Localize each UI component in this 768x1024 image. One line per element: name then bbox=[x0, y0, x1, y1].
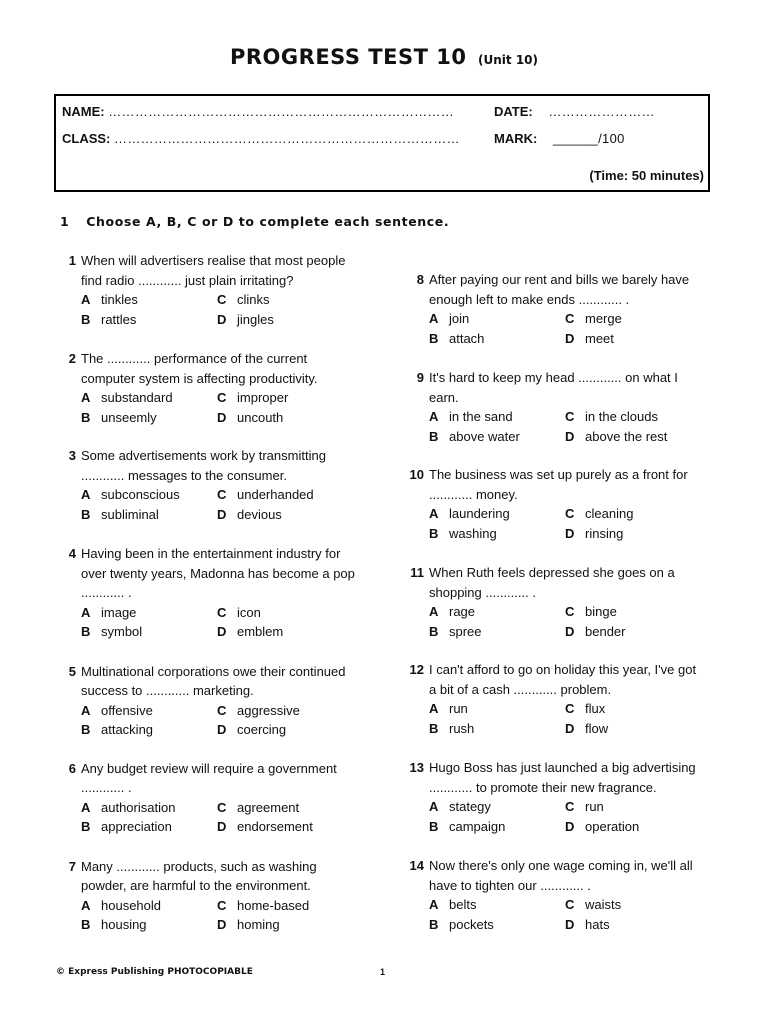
answer-options bbox=[429, 309, 704, 348]
answer-options bbox=[81, 896, 356, 935]
option-letter: A bbox=[429, 701, 439, 716]
page-title bbox=[0, 45, 768, 69]
option-letter: C bbox=[565, 799, 575, 814]
option-letter: D bbox=[565, 428, 575, 444]
question-text: Hugo Boss has just launched a big advertising ............ to promote their new fragrance. bbox=[429, 760, 696, 795]
option-d[interactable] bbox=[565, 524, 715, 544]
option-b[interactable] bbox=[81, 817, 217, 837]
question-number: 9 bbox=[416, 370, 424, 385]
section-instruction bbox=[60, 214, 449, 229]
answer-options bbox=[429, 602, 704, 641]
page-number: 1 bbox=[380, 967, 386, 977]
question-4 bbox=[56, 544, 356, 642]
option-text: bender bbox=[585, 623, 626, 639]
option-letter: B bbox=[429, 720, 439, 736]
question-10 bbox=[404, 465, 704, 543]
answer-options bbox=[81, 485, 356, 524]
option-text: offensive bbox=[101, 702, 153, 718]
option-text: hats bbox=[585, 916, 610, 932]
option-text: aggressive bbox=[237, 702, 300, 718]
option-c[interactable] bbox=[217, 603, 367, 623]
option-text: rush bbox=[449, 720, 475, 736]
option-text: household bbox=[101, 897, 161, 913]
option-letter: A bbox=[429, 897, 439, 912]
question-13 bbox=[404, 758, 704, 836]
option-letter: D bbox=[217, 624, 227, 639]
option-text: housing bbox=[101, 917, 147, 932]
option-b[interactable] bbox=[429, 622, 565, 642]
answer-options bbox=[81, 388, 356, 427]
answer-options bbox=[81, 798, 356, 837]
option-text: above water bbox=[449, 428, 520, 444]
option-c[interactable] bbox=[565, 797, 715, 817]
option-letter: C bbox=[217, 487, 227, 502]
option-c[interactable] bbox=[565, 602, 715, 622]
question-number: 3 bbox=[68, 448, 76, 463]
option-text: spree bbox=[449, 623, 482, 639]
question-text: I can't afford to go on holiday this year, I've got a bit of a cash ............ problem. bbox=[429, 662, 697, 697]
option-text: uncouth bbox=[237, 409, 284, 425]
question-3 bbox=[56, 446, 356, 524]
option-letter: B bbox=[429, 916, 439, 932]
option-text: waists bbox=[585, 897, 622, 912]
option-letter: A bbox=[429, 799, 439, 814]
question-6 bbox=[56, 759, 356, 837]
option-letter: C bbox=[565, 897, 575, 912]
option-letter: C bbox=[217, 390, 227, 405]
question-5 bbox=[56, 662, 356, 740]
option-letter: D bbox=[565, 720, 575, 736]
class-field[interactable]: …………………………………………………………………… bbox=[114, 131, 460, 146]
option-b[interactable] bbox=[429, 719, 565, 739]
option-text: attacking bbox=[101, 722, 154, 737]
option-a[interactable] bbox=[429, 602, 565, 622]
answer-options bbox=[429, 407, 704, 446]
question-text: Any budget review will require a government ............ . bbox=[81, 760, 337, 795]
option-text: run bbox=[585, 799, 604, 814]
mark-field[interactable]: ______/100 bbox=[552, 131, 625, 146]
question-text: It's hard to keep my head ............ on what I earn. bbox=[429, 370, 678, 405]
question-7 bbox=[56, 857, 356, 935]
option-letter: D bbox=[217, 506, 227, 522]
option-b[interactable] bbox=[81, 915, 217, 935]
answer-options bbox=[81, 290, 356, 329]
option-text: tinkles bbox=[101, 292, 138, 307]
option-b[interactable] bbox=[81, 310, 217, 330]
option-letter: B bbox=[81, 506, 91, 522]
option-b[interactable] bbox=[429, 915, 565, 935]
class-label: CLASS: bbox=[62, 131, 111, 146]
option-a[interactable] bbox=[81, 485, 217, 505]
option-text: coercing bbox=[237, 722, 287, 737]
option-c[interactable] bbox=[217, 896, 367, 916]
question-number: 2 bbox=[68, 351, 76, 366]
option-text: campaign bbox=[449, 818, 506, 834]
option-c[interactable] bbox=[217, 798, 367, 818]
option-b[interactable] bbox=[81, 408, 217, 428]
option-letter: C bbox=[217, 702, 227, 718]
option-letter: D bbox=[217, 722, 227, 737]
option-text: icon bbox=[237, 604, 261, 620]
question-text: The ............ performance of the current computer system is affecting productivity. bbox=[81, 351, 318, 386]
option-letter: A bbox=[429, 604, 439, 619]
answer-options bbox=[429, 797, 704, 836]
option-letter: C bbox=[217, 604, 227, 620]
option-b[interactable] bbox=[429, 817, 565, 837]
option-letter: D bbox=[217, 819, 227, 834]
option-text: unseemly bbox=[101, 409, 157, 425]
question-number: 7 bbox=[68, 858, 76, 874]
option-text: improper bbox=[237, 390, 289, 405]
option-text: substandard bbox=[101, 390, 173, 405]
question-text: Now there's only one wage coming in, we'll all have to tighten our ............ . bbox=[429, 858, 693, 893]
option-letter: A bbox=[81, 390, 91, 405]
class-row bbox=[62, 131, 460, 146]
option-text: laundering bbox=[449, 506, 510, 521]
question-2 bbox=[56, 349, 356, 427]
option-text: appreciation bbox=[101, 819, 172, 834]
name-label: NAME: bbox=[62, 104, 105, 119]
question-number: 1 bbox=[68, 253, 76, 268]
option-letter: B bbox=[429, 623, 439, 639]
question-number: 11 bbox=[410, 565, 424, 580]
option-letter: A bbox=[81, 292, 91, 307]
option-b[interactable] bbox=[81, 720, 217, 740]
option-letter: A bbox=[81, 799, 91, 815]
option-text: homing bbox=[237, 917, 280, 932]
option-text: meet bbox=[585, 330, 614, 346]
option-a[interactable] bbox=[81, 701, 217, 721]
option-text: underhanded bbox=[237, 487, 314, 502]
footer-copyright: © Express Publishing PHOTOCOPIABLE bbox=[56, 967, 253, 977]
question-number: 13 bbox=[409, 760, 424, 775]
option-letter: B bbox=[81, 624, 91, 639]
option-text: jingles bbox=[237, 311, 274, 327]
option-a[interactable] bbox=[429, 407, 565, 427]
option-text: flux bbox=[585, 701, 606, 716]
option-c[interactable] bbox=[565, 699, 715, 719]
option-letter: D bbox=[565, 330, 575, 346]
option-text: attach bbox=[449, 330, 485, 346]
question-12 bbox=[404, 660, 704, 738]
option-letter: D bbox=[565, 525, 575, 541]
option-letter: B bbox=[429, 525, 439, 541]
option-letter: A bbox=[81, 604, 91, 620]
option-letter: C bbox=[565, 409, 575, 424]
question-11 bbox=[404, 563, 704, 641]
option-a[interactable] bbox=[429, 895, 565, 915]
date-row bbox=[494, 104, 655, 119]
option-text: agreement bbox=[237, 799, 300, 815]
option-letter: C bbox=[565, 604, 575, 619]
option-text: emblem bbox=[237, 624, 284, 639]
option-c[interactable] bbox=[217, 485, 367, 505]
mark-row bbox=[494, 131, 625, 146]
option-b[interactable] bbox=[81, 622, 217, 642]
question-8 bbox=[404, 270, 704, 348]
unit-label: (Unit 10) bbox=[478, 53, 538, 67]
option-letter: C bbox=[565, 506, 575, 521]
option-letter: D bbox=[217, 409, 227, 425]
option-a[interactable] bbox=[81, 603, 217, 623]
option-text: belts bbox=[449, 897, 477, 912]
question-number: 5 bbox=[68, 663, 76, 679]
answer-options bbox=[429, 699, 704, 738]
time-note: (Time: 50 minutes) bbox=[589, 168, 704, 183]
option-letter: B bbox=[81, 722, 91, 737]
option-a[interactable] bbox=[429, 309, 565, 329]
option-d[interactable] bbox=[565, 817, 715, 837]
option-letter: D bbox=[565, 916, 575, 932]
question-14 bbox=[404, 856, 704, 934]
option-letter: A bbox=[81, 897, 91, 913]
option-text: rage bbox=[449, 604, 476, 619]
answer-options bbox=[429, 504, 704, 543]
question-text: When Ruth feels depressed she goes on a shopping ............ . bbox=[429, 565, 675, 600]
option-d[interactable] bbox=[217, 720, 367, 740]
option-letter: B bbox=[81, 311, 91, 327]
option-text: stategy bbox=[449, 799, 491, 814]
option-text: subconscious bbox=[101, 487, 180, 502]
option-letter: A bbox=[429, 506, 439, 521]
option-text: symbol bbox=[101, 624, 143, 639]
option-text: flow bbox=[585, 720, 609, 736]
questions-right-column bbox=[404, 270, 704, 934]
name-field[interactable]: …………………………………………………………………… bbox=[108, 104, 455, 119]
option-letter: D bbox=[565, 623, 575, 639]
option-a[interactable] bbox=[429, 504, 565, 524]
option-c[interactable] bbox=[565, 504, 715, 524]
section-number: 1 bbox=[60, 214, 70, 229]
question-number: 6 bbox=[68, 760, 76, 776]
questions-left-column bbox=[56, 251, 356, 935]
option-letter: B bbox=[81, 409, 91, 425]
option-text: home-based bbox=[237, 897, 310, 913]
option-letter: C bbox=[217, 897, 227, 913]
option-letter: B bbox=[429, 818, 439, 834]
option-a[interactable] bbox=[81, 388, 217, 408]
option-text: join bbox=[449, 311, 470, 326]
option-d[interactable] bbox=[565, 427, 715, 447]
student-info-box bbox=[54, 94, 710, 192]
question-text: Many ............ products, such as washing powder, are harmful to the environment. bbox=[81, 858, 317, 893]
option-a[interactable] bbox=[81, 798, 217, 818]
answer-options bbox=[81, 603, 356, 642]
option-letter: B bbox=[81, 917, 91, 932]
option-text: operation bbox=[585, 818, 640, 834]
answer-options bbox=[429, 895, 704, 934]
option-text: image bbox=[101, 604, 137, 620]
option-letter: C bbox=[217, 292, 227, 307]
option-d[interactable] bbox=[217, 915, 367, 935]
option-text: washing bbox=[449, 525, 497, 541]
option-text: binge bbox=[585, 604, 617, 619]
option-b[interactable] bbox=[429, 329, 565, 349]
option-text: in the clouds bbox=[585, 409, 658, 424]
option-c[interactable] bbox=[565, 309, 715, 329]
option-letter: B bbox=[81, 819, 91, 834]
option-letter: C bbox=[565, 701, 575, 716]
option-d[interactable] bbox=[217, 622, 367, 642]
question-9 bbox=[404, 368, 704, 446]
mark-label: MARK: bbox=[494, 131, 538, 146]
option-letter: A bbox=[429, 409, 439, 424]
option-letter: D bbox=[565, 818, 575, 834]
option-d[interactable] bbox=[565, 915, 715, 935]
question-text: Some advertisements work by transmitting ............ messages to the consumer. bbox=[81, 448, 326, 483]
option-text: merge bbox=[585, 311, 622, 326]
option-letter: B bbox=[429, 330, 439, 346]
test-title: PROGRESS TEST 10 bbox=[230, 45, 467, 69]
option-text: cleaning bbox=[585, 506, 634, 521]
option-text: devious bbox=[237, 506, 282, 522]
option-text: authorisation bbox=[101, 799, 176, 815]
question-number: 4 bbox=[68, 546, 76, 561]
option-letter: A bbox=[429, 311, 439, 326]
option-d[interactable] bbox=[565, 622, 715, 642]
name-row bbox=[62, 104, 454, 119]
question-text: After paying our rent and bills we barely have enough left to make ends ............ . bbox=[429, 272, 690, 307]
question-1 bbox=[56, 251, 356, 329]
option-b[interactable] bbox=[429, 524, 565, 544]
option-a[interactable] bbox=[81, 896, 217, 916]
option-text: above the rest bbox=[585, 428, 668, 444]
option-d[interactable] bbox=[217, 408, 367, 428]
option-a[interactable] bbox=[81, 290, 217, 310]
option-c[interactable] bbox=[217, 290, 367, 310]
option-a[interactable] bbox=[429, 699, 565, 719]
option-a[interactable] bbox=[429, 797, 565, 817]
option-text: rattles bbox=[101, 311, 137, 327]
answer-options bbox=[81, 701, 356, 740]
question-number: 12 bbox=[409, 662, 424, 677]
option-d[interactable] bbox=[217, 310, 367, 330]
option-letter: A bbox=[81, 702, 91, 718]
question-number: 8 bbox=[416, 272, 424, 287]
question-number: 10 bbox=[409, 467, 424, 482]
instruction-text: Choose A, B, C or D to complete each sentence. bbox=[86, 214, 450, 229]
option-letter: C bbox=[565, 311, 575, 326]
question-number: 14 bbox=[409, 858, 424, 873]
question-text: Multinational corporations owe their continued success to ............ marketing. bbox=[81, 663, 346, 698]
option-d[interactable] bbox=[565, 329, 715, 349]
option-letter: B bbox=[429, 428, 439, 444]
option-letter: A bbox=[81, 487, 91, 502]
question-text: Having been in the entertainment industry for over twenty years, Madonna has become a pop ............ . bbox=[81, 546, 355, 600]
option-text: endorsement bbox=[237, 819, 313, 834]
option-c[interactable] bbox=[565, 407, 715, 427]
option-text: subliminal bbox=[101, 506, 159, 522]
option-c[interactable] bbox=[217, 388, 367, 408]
option-text: rinsing bbox=[585, 525, 624, 541]
question-text: When will advertisers realise that most people find radio ............ just plain irritating? bbox=[81, 253, 346, 288]
option-d[interactable] bbox=[217, 817, 367, 837]
option-c[interactable] bbox=[565, 895, 715, 915]
option-text: clinks bbox=[237, 292, 270, 307]
date-label: DATE: bbox=[494, 104, 533, 119]
date-field[interactable]: …………………… bbox=[548, 104, 655, 119]
option-letter: C bbox=[217, 799, 227, 815]
option-b[interactable] bbox=[429, 427, 565, 447]
option-letter: D bbox=[217, 917, 227, 932]
option-text: run bbox=[449, 701, 468, 716]
option-d[interactable] bbox=[565, 719, 715, 739]
question-text: The business was set up purely as a front for ............ money. bbox=[429, 467, 688, 502]
option-text: in the sand bbox=[449, 409, 513, 424]
option-text: pockets bbox=[449, 916, 494, 932]
option-c[interactable] bbox=[217, 701, 367, 721]
option-letter: D bbox=[217, 311, 227, 327]
option-d[interactable] bbox=[217, 505, 367, 525]
option-b[interactable] bbox=[81, 505, 217, 525]
